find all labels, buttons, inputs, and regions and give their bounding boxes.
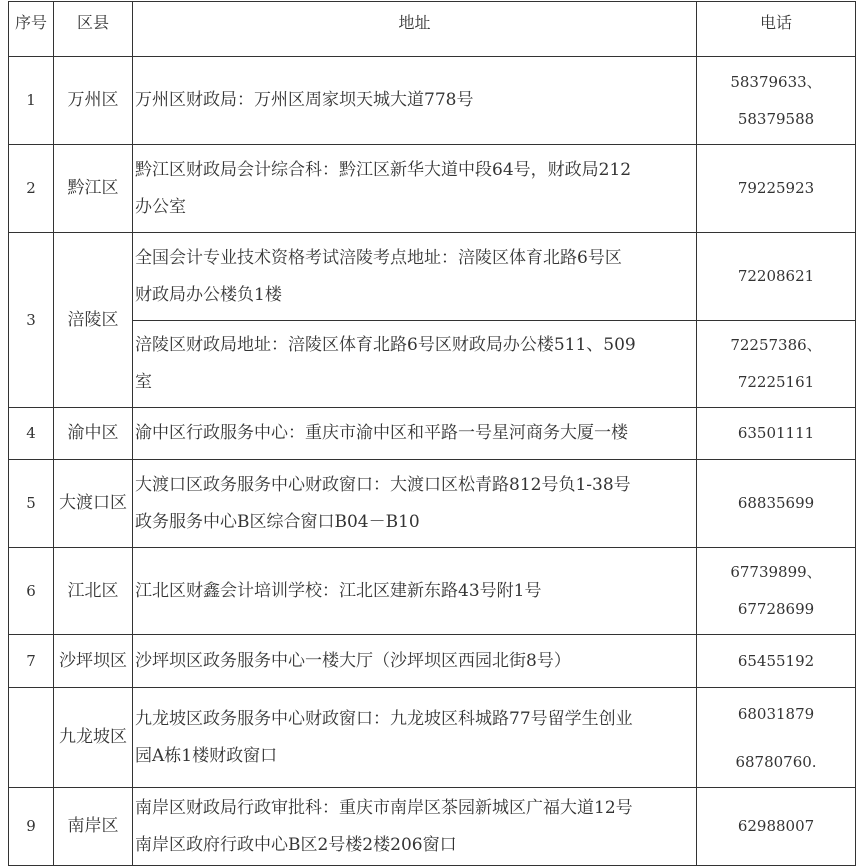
table-row	[9, 548, 856, 635]
address-line: 万州区财政局：万州区周家坝天城大道778号	[135, 90, 474, 110]
address-line: 全国会计专业技术资格考试涪陵考点地址：涪陵区体育北路6号区	[135, 247, 622, 268]
row-phone	[697, 635, 856, 688]
table-row	[9, 233, 856, 321]
phone-line: 68780760.	[735, 752, 817, 771]
row-phone	[697, 57, 856, 145]
row-index: 9	[9, 788, 54, 866]
row-district: 涪陵区	[54, 233, 133, 408]
row-district: 黔江区	[54, 145, 133, 233]
phone-line: 72208621	[737, 267, 815, 285]
row-index: 4	[9, 408, 54, 460]
address-line: 政务服务中心B区综合窗口B04－B10	[135, 511, 420, 532]
phone-line: 58379588	[737, 109, 815, 128]
row-index: 7	[9, 635, 54, 688]
phone-line: 67739899、	[730, 563, 822, 581]
table-row	[9, 788, 856, 866]
header-index: 序号	[9, 2, 54, 57]
table-row	[9, 688, 856, 788]
address-line: 涪陵区财政局地址：涪陵区体育北路6号区财政局办公楼511、509	[135, 335, 636, 355]
header-phone: 电话	[697, 2, 856, 57]
row-address	[133, 408, 697, 460]
phone-line: 72225161	[737, 373, 815, 391]
phone-line: 72257386、	[730, 336, 822, 354]
row-address	[133, 321, 697, 408]
phone-line: 63501111	[737, 424, 815, 442]
header-address: 地址	[133, 2, 697, 57]
row-phone	[697, 233, 856, 321]
address-line: 南岸区财政局行政审批科：重庆市南岸区茶园新城区广福大道12号	[135, 797, 633, 818]
address-line: 渝中区行政服务中心：重庆市渝中区和平路一号星河商务大厦一楼	[135, 423, 628, 443]
row-address	[133, 145, 697, 233]
address-line: 办公室	[135, 196, 186, 217]
address-line: 江北区财鑫会计培训学校：江北区建新东路43号附1号	[135, 580, 542, 601]
phone-line: 58379633、	[730, 72, 822, 91]
row-index: 6	[9, 548, 54, 635]
address-line: 沙坪坝区政务服务中心一楼大厅（沙坪坝区西园北街8号）	[135, 650, 571, 671]
row-phone	[697, 688, 856, 788]
address-line: 室	[135, 372, 152, 392]
row-address	[133, 635, 697, 688]
row-index: 2	[9, 145, 54, 233]
phone-line: 68835699	[737, 494, 815, 512]
row-district: 渝中区	[54, 408, 133, 460]
row-address	[133, 460, 697, 548]
row-district: 沙坪坝区	[54, 635, 133, 688]
address-line: 南岸区政府行政中心B区2号楼2楼206窗口	[135, 834, 457, 855]
row-address	[133, 57, 697, 145]
row-address	[133, 233, 697, 321]
address-line: 九龙坡区政务服务中心财政窗口：九龙坡区科城路77号留学生创业	[135, 708, 633, 729]
row-district: 大渡口区	[54, 460, 133, 548]
address-line: 黔江区财政局会计综合科：黔江区新华大道中段64号，财政局212	[135, 159, 632, 180]
row-address	[133, 548, 697, 635]
table-row	[9, 460, 856, 548]
address-line: 大渡口区政务服务中心财政窗口：大渡口区松青路812号负1-38号	[135, 474, 631, 495]
phone-line: 79225923	[737, 179, 815, 197]
row-phone	[697, 460, 856, 548]
phone-line: 68031879	[737, 704, 815, 723]
table-row	[9, 635, 856, 688]
office-address-table	[8, 1, 856, 866]
row-phone	[697, 145, 856, 233]
table-row	[9, 145, 856, 233]
address-line: 园A栋1楼财政窗口	[135, 745, 278, 766]
row-address	[133, 788, 697, 866]
phone-line: 62988007	[737, 817, 815, 835]
row-index: 1	[9, 57, 54, 145]
table-row	[9, 57, 856, 145]
table-row	[9, 321, 856, 408]
row-phone	[697, 548, 856, 635]
table-header-row	[9, 2, 856, 57]
row-index	[9, 688, 54, 788]
row-district: 南岸区	[54, 788, 133, 866]
row-district: 九龙坡区	[54, 688, 133, 788]
row-district: 江北区	[54, 548, 133, 635]
row-index: 3	[9, 233, 54, 408]
table-row	[9, 408, 856, 460]
phone-line: 67728699	[737, 600, 815, 618]
row-index: 5	[9, 460, 54, 548]
address-line: 财政局办公楼负1楼	[135, 284, 282, 305]
row-district: 万州区	[54, 57, 133, 145]
phone-line: 65455192	[737, 651, 815, 670]
row-address	[133, 688, 697, 788]
header-district: 区县	[54, 2, 133, 57]
row-phone	[697, 408, 856, 460]
row-phone	[697, 788, 856, 866]
row-phone	[697, 321, 856, 408]
